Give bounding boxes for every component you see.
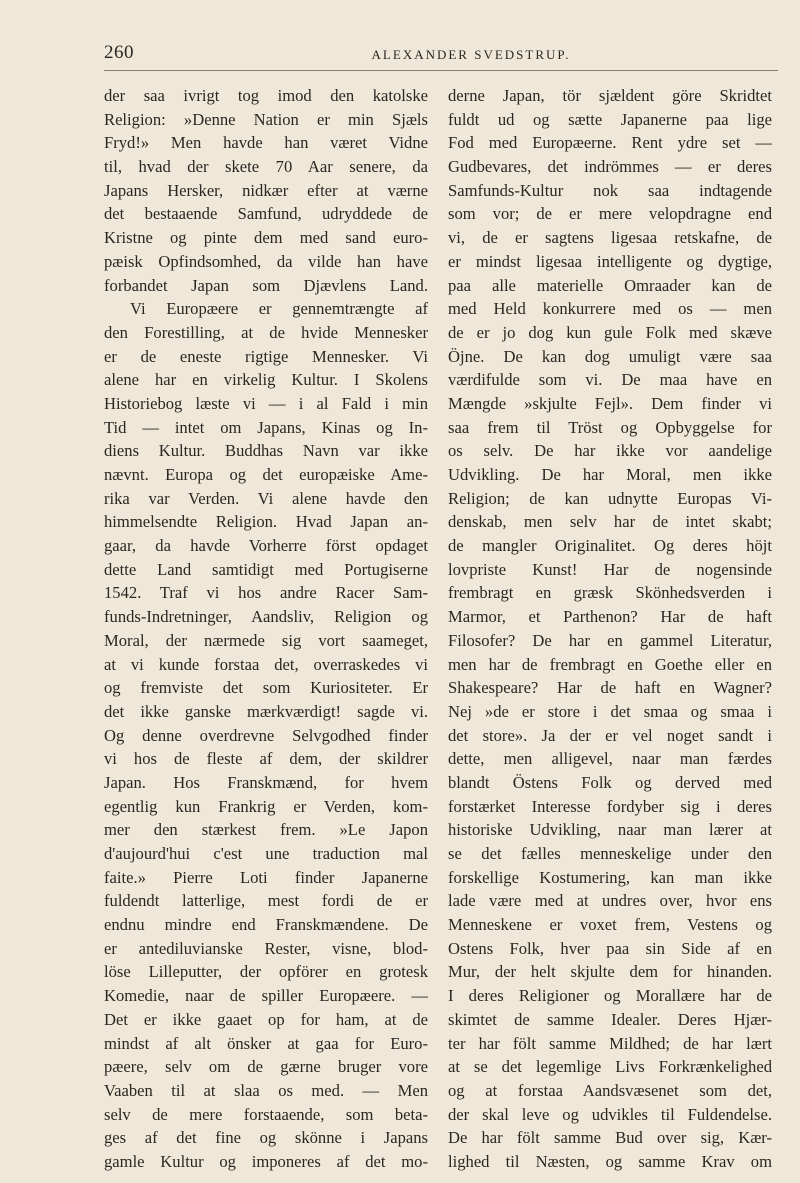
text-line: paa alle materielle Omraader kan de [448,275,772,295]
text-line: Öjne. De kan dog umuligt være saa [448,346,772,366]
text-line: gaar, da havde Vorherre först opdaget [104,536,428,556]
text-line: egentlig kun Frankrig er Verden, kom- [104,796,428,816]
text-line: se det fælles menneskelige under den [448,844,772,863]
text-line: at vi kunde forstaa det, overraskedes vi [104,654,428,674]
text-line: værdifulde som vi. De maa have en [448,370,772,390]
text-line: Udvikling. De har Moral, men ikke [448,465,772,484]
text-line: Japan. Hos Franskmænd, for hvem [104,772,428,792]
text-line: Tid — intet om Japans, Kinas og In- [104,417,428,437]
text-line: Mængde »skjulte Fejl». Dem finder vi [448,393,772,413]
text-line: I deres Religioner og Morallære har de [448,986,772,1006]
text-line: nævnt. Europa og det europæiske Ame- [104,465,428,484]
text-line: er antediluvianske Rester, visne, blod- [104,938,428,958]
text-line: er de eneste rigtige Mennesker. Vi [104,346,428,366]
text-line: historiske Udvikling, naar man lærer at [448,820,772,840]
text-line: Religion; de kan udnytte Europas Vi- [448,488,772,508]
text-line: os selv. De har ikke vor aandelige [448,441,772,461]
text-line: saa frem til Tröst og Opbyggelse for [448,417,772,437]
text-line: funds-Indretninger, Aandsliv, Religion og [104,607,428,627]
text-line: Og denne overdrevne Selvgodhed finder [104,725,428,745]
text-line: löse Lilleputter, der opförer en grotesk [104,962,428,982]
text-line: der skal leve og udvikles til Fuldendelse. [448,1104,772,1124]
text-line: lade være med at undres over, hvor ens [448,891,772,911]
text-line: selv de mere forstaaende, som beta- [104,1104,428,1124]
text-line: dette Land samtidigt med Portugiserne [104,559,428,579]
text-line: Historiebog læste vi — i al Fald i min [104,393,428,413]
text-line: Moral, der nærmede sig vort saameget, [104,630,428,650]
text-line: der saa ivrigt tog imod den katolske [104,86,428,105]
text-line: det bestaaende Samfund, udryddede de [104,204,428,224]
text-line: lovpriste Kunst! Har de nogensinde [448,559,772,579]
text-line: himmelsendte Religion. Hvad Japan an- [104,512,428,532]
text-line: mer den stærkest frem. »Le Japon [104,820,428,840]
text-line: Filosofer? De har en gammel Literatur, [448,630,772,650]
text-line: fuldt ud og sætte Japanerne paa lige [448,109,772,129]
text-line: fuldendt latterlige, mest fordi de er [104,891,428,911]
text-line: pæere, selv om de gærne bruger vore [104,1057,428,1077]
text-line: den Forestilling, at de hvide Mennesker [104,322,428,342]
text-line: gamle Kultur og imponeres af det mo- [104,1151,428,1171]
text-line: Kristne og pinte dem med sand euro- [104,228,428,248]
text-line: 1542. Traf vi hos andre Racer Sam- [104,583,428,603]
text-line: Shakespeare? Har de haft en Wagner? [448,678,772,698]
text-line: Fod med Europæerne. Rent ydre set — [448,133,772,153]
text-line: Marmor, et Parthenon? Har de haft [448,607,772,627]
text-line: frembragt en græsk Skönhedsverden i [448,583,772,603]
text-line: derne Japan, tör sjældent göre Skridtet [448,86,772,105]
text-line: Fryd!» Men havde han været Vidne [104,133,428,153]
page-header [104,42,778,66]
text-line: rika var Verden. Vi alene havde den [104,488,428,508]
text-line: Komedie, naar de spiller Europæere. — [104,986,428,1006]
text-line: Ostens Folk, hver paa sin Side af en [448,938,772,958]
text-line: dette, men alligevel, naar man færdes [448,749,772,769]
text-line: denskab, men selv har de intet skabt; [448,512,772,532]
text-line: forstærket Interesse fordyber sig i deres [448,796,772,816]
text-line: Samfunds-Kultur nok saa indtagende [448,180,772,200]
text-line: endnu mindre end Franskmændene. De [104,915,428,935]
text-line: skimtet de samme Idealer. Deres Hjær- [448,1009,772,1029]
text-line: og at forstaa Aandsvæsenet som det, [448,1080,772,1100]
text-line: forbandet Japan som Djævlens Land. [104,275,428,295]
right-column [448,84,772,1174]
text-line: pæisk Opfindsomhed, da vilde han have [104,251,428,271]
header-rule [104,70,778,71]
text-line: blandt Östens Folk og derved med [448,772,772,792]
text-line: Menneskene er voxet frem, Vestens og [448,915,772,935]
page-number: 260 [104,42,134,63]
text-line: Nej »de er store i det smaa og smaa i [448,701,772,721]
text-line: at se det legemlige Livs Forkrænkelighed [448,1057,772,1077]
text-line: vi hos de fleste af dem, der skildrer [104,749,428,769]
text-line: ter har fölt samme Mildhed; de har lært [448,1033,772,1053]
text-line: og fremviste det som Kuriositeter. Er [104,678,428,698]
text-line: Mur, der helt skjulte dem for hinanden. [448,962,772,982]
text-line: mindst af alt önsker at gaa for Euro- [104,1033,428,1053]
text-line: med Held konkurrere med os — men [448,299,772,319]
text-line: Vaaben til at slaa os med. — Men [104,1080,428,1100]
text-line: lighed til Næsten, og samme Krav om [448,1151,772,1171]
left-column [104,84,428,1174]
text-line: vi, de er sagtens ligesaa retskafne, de [448,228,772,248]
running-head: ALEXANDER SVEDSTRUP. [371,47,571,62]
text-line: de mangler Originalitet. Og deres höjt [448,536,772,556]
text-line: til, hvad der skete 70 Aar senere, da [104,157,428,177]
text-line: det ikke ganske mærkværdigt! sagde vi. [104,701,428,721]
text-line: Det er ikke gaaet op for ham, at de [104,1009,428,1029]
text-line: Japans Hersker, nidkær efter at værne [104,180,428,200]
text-line: De har fölt samme Bud over sig, Kær- [448,1128,772,1148]
text-line: ges af det fine og skönne i Japans [104,1128,428,1148]
text-line: de er jo dog kun gule Folk med skæve [448,322,772,342]
text-line: Gudbevares, det indrömmes — er deres [448,157,772,177]
text-line: d'aujourd'hui c'est une traduction mal [104,844,428,863]
text-line: som vor; de er mere velopdragne end [448,204,772,224]
text-line: forskellige Kostumering, kan man ikke [448,867,772,887]
text-line: det store». Ja der er vel noget sandt i [448,725,772,745]
text-line: er mindst ligesaa intelligente og dygtige, [448,251,772,271]
text-line: men har de frembragt en Goethe eller en [448,654,772,674]
text-line: Religion: »Denne Nation er min Sjæls [104,109,428,129]
text-line: Vi Europæere er gennemtrængte af [130,299,428,319]
text-line: diens Kultur. Buddhas Navn var ikke [104,441,428,461]
text-line: alene har en virkelig Kultur. I Skolens [104,370,428,390]
text-line: faite.» Pierre Loti finder Japanerne [104,867,428,887]
